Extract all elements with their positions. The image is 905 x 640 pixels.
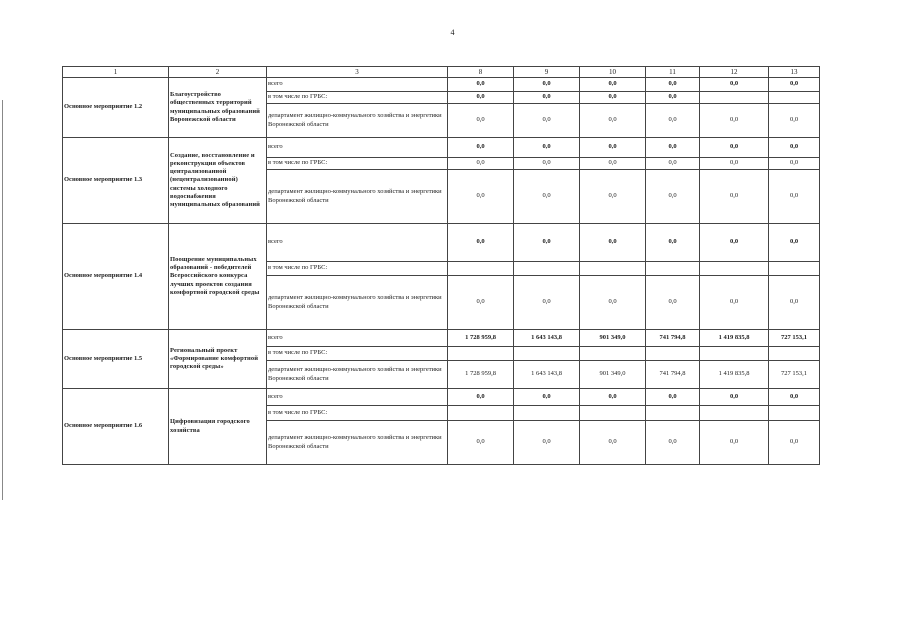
value-cell: 0,0: [700, 389, 769, 406]
value-cell: 0,0: [448, 389, 514, 406]
value-cell: 0,0: [646, 421, 700, 465]
value-cell: [448, 406, 514, 421]
row-label-cell: департамент жилищно-коммунального хозяйства и энергетики Воронежской области: [267, 170, 448, 224]
value-cell: 0,0: [646, 158, 700, 170]
value-cell: 1 419 835,8: [700, 330, 769, 347]
value-cell: [514, 347, 580, 361]
row-label-cell: в том числе по ГРБС:: [267, 347, 448, 361]
value-cell: [769, 92, 820, 104]
event-name-cell: Создание, восстановление и реконструкция объектов централизованной (нецентрализованной) системы холодного водоснабжения муниципальных образований: [169, 138, 267, 224]
value-cell: 0,0: [448, 78, 514, 92]
value-cell: 0,0: [700, 224, 769, 262]
table-row-total: [63, 330, 820, 347]
row-label-cell: всего: [267, 330, 448, 347]
value-cell: 0,0: [514, 138, 580, 158]
event-title-cell: Основное мероприятие 1.5: [63, 330, 169, 389]
row-label-cell: всего: [267, 138, 448, 158]
table-row-total: [63, 78, 820, 92]
value-cell: 0,0: [700, 158, 769, 170]
value-cell: 0,0: [514, 92, 580, 104]
column-number-cell: 9: [514, 67, 580, 78]
value-cell: [448, 262, 514, 276]
value-cell: 0,0: [448, 224, 514, 262]
value-cell: 1 728 959,8: [448, 330, 514, 347]
value-cell: [646, 347, 700, 361]
value-cell: [700, 92, 769, 104]
value-cell: [769, 262, 820, 276]
event-title-cell: Основное мероприятие 1.2: [63, 78, 169, 138]
value-cell: 0,0: [769, 78, 820, 92]
value-cell: 0,0: [769, 138, 820, 158]
value-cell: 1 643 143,8: [514, 361, 580, 389]
row-label-cell: департамент жилищно-коммунального хозяйства и энергетики Воронежской области: [267, 276, 448, 330]
value-cell: 0,0: [580, 138, 646, 158]
value-cell: 0,0: [514, 276, 580, 330]
event-title-cell: Основное мероприятие 1.3: [63, 138, 169, 224]
value-cell: 0,0: [769, 276, 820, 330]
value-cell: 0,0: [448, 170, 514, 224]
value-cell: [580, 262, 646, 276]
value-cell: 0,0: [580, 170, 646, 224]
value-cell: 0,0: [514, 421, 580, 465]
value-cell: 0,0: [580, 421, 646, 465]
value-cell: 0,0: [448, 104, 514, 138]
row-label-cell: в том числе по ГРБС:: [267, 92, 448, 104]
row-label-cell: в том числе по ГРБС:: [267, 262, 448, 276]
value-cell: 1 643 143,8: [514, 330, 580, 347]
value-cell: [700, 347, 769, 361]
column-number-cell: 8: [448, 67, 514, 78]
value-cell: 0,0: [580, 92, 646, 104]
value-cell: 0,0: [769, 421, 820, 465]
value-cell: [448, 347, 514, 361]
column-number-cell: 13: [769, 67, 820, 78]
value-cell: [514, 406, 580, 421]
value-cell: [769, 347, 820, 361]
row-label-cell: в том числе по ГРБС:: [267, 406, 448, 421]
value-cell: 1 728 959,8: [448, 361, 514, 389]
value-cell: 0,0: [700, 78, 769, 92]
value-cell: 0,0: [646, 104, 700, 138]
column-number-cell: 10: [580, 67, 646, 78]
column-number-cell: 12: [700, 67, 769, 78]
value-cell: 0,0: [448, 92, 514, 104]
value-cell: 0,0: [646, 92, 700, 104]
value-cell: 0,0: [769, 104, 820, 138]
event-name-cell: Цифровизация городского хозяйства: [169, 389, 267, 465]
scan-edge-line: [2, 100, 3, 500]
value-cell: 0,0: [580, 389, 646, 406]
value-cell: 0,0: [514, 389, 580, 406]
value-cell: 0,0: [769, 170, 820, 224]
row-label-cell: в том числе по ГРБС:: [267, 158, 448, 170]
value-cell: 0,0: [646, 138, 700, 158]
value-cell: 741 794,8: [646, 330, 700, 347]
column-number-cell: 2: [169, 67, 267, 78]
value-cell: 0,0: [646, 170, 700, 224]
value-cell: 727 153,1: [769, 361, 820, 389]
value-cell: [646, 262, 700, 276]
value-cell: 0,0: [700, 421, 769, 465]
table-row-total: [63, 389, 820, 406]
value-cell: 901 349,0: [580, 361, 646, 389]
value-cell: 1 419 835,8: [700, 361, 769, 389]
value-cell: [580, 406, 646, 421]
row-label-cell: департамент жилищно-коммунального хозяйства и энергетики Воронежской области: [267, 104, 448, 138]
value-cell: 0,0: [646, 276, 700, 330]
value-cell: 0,0: [769, 224, 820, 262]
value-cell: 901 349,0: [580, 330, 646, 347]
value-cell: 0,0: [646, 389, 700, 406]
event-name-cell: Поощрение муниципальных образований - победителей Всероссийского конкурса лучших проектов создания комфортной городской среды: [169, 224, 267, 330]
value-cell: [769, 406, 820, 421]
row-label-cell: департамент жилищно-коммунального хозяйства и энергетики Воронежской области: [267, 421, 448, 465]
value-cell: 0,0: [580, 224, 646, 262]
value-cell: 0,0: [514, 78, 580, 92]
value-cell: 0,0: [448, 138, 514, 158]
value-cell: 0,0: [580, 276, 646, 330]
value-cell: 0,0: [700, 138, 769, 158]
value-cell: 727 153,1: [769, 330, 820, 347]
value-cell: 0,0: [700, 104, 769, 138]
value-cell: 0,0: [646, 224, 700, 262]
value-cell: 0,0: [700, 170, 769, 224]
page-number: 4: [450, 28, 455, 37]
value-cell: 0,0: [514, 224, 580, 262]
row-label-cell: департамент жилищно-коммунального хозяйства и энергетики Воронежской области: [267, 361, 448, 389]
value-cell: 0,0: [580, 78, 646, 92]
event-title-cell: Основное мероприятие 1.6: [63, 389, 169, 465]
value-cell: 0,0: [448, 276, 514, 330]
value-cell: 0,0: [514, 170, 580, 224]
table-row-total: [63, 138, 820, 158]
value-cell: [700, 262, 769, 276]
value-cell: 0,0: [580, 104, 646, 138]
value-cell: 0,0: [769, 389, 820, 406]
row-label-cell: всего: [267, 78, 448, 92]
event-name-cell: Региональный проект «Формирование комфортной городской среды»: [169, 330, 267, 389]
value-cell: [514, 262, 580, 276]
column-number-cell: 11: [646, 67, 700, 78]
value-cell: [646, 406, 700, 421]
budget-table: [62, 66, 820, 465]
row-label-cell: всего: [267, 224, 448, 262]
value-cell: [580, 347, 646, 361]
value-cell: 0,0: [580, 158, 646, 170]
column-number-row: [63, 67, 820, 78]
column-number-cell: 1: [63, 67, 169, 78]
column-number-cell: 3: [267, 67, 448, 78]
value-cell: 0,0: [448, 421, 514, 465]
value-cell: 0,0: [514, 104, 580, 138]
value-cell: 0,0: [448, 158, 514, 170]
value-cell: 0,0: [769, 158, 820, 170]
row-label-cell: всего: [267, 389, 448, 406]
value-cell: [700, 406, 769, 421]
event-title-cell: Основное мероприятие 1.4: [63, 224, 169, 330]
value-cell: 741 794,8: [646, 361, 700, 389]
value-cell: 0,0: [700, 276, 769, 330]
value-cell: 0,0: [646, 78, 700, 92]
value-cell: 0,0: [514, 158, 580, 170]
event-name-cell: Благоустройство общественных территорий муниципальных образований Воронежской области: [169, 78, 267, 138]
table-row-total: [63, 224, 820, 262]
